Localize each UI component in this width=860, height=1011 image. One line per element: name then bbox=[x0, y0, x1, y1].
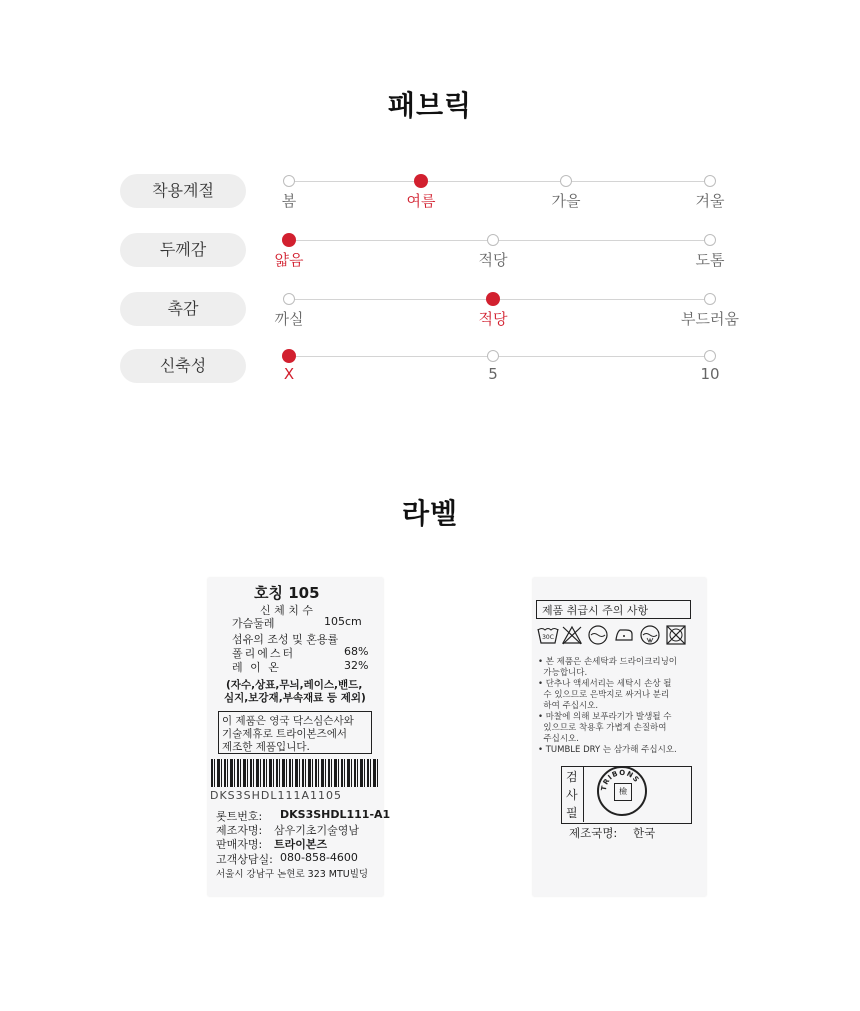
scale-dot bbox=[704, 234, 716, 246]
barcode-number: DKS3SHDL111A1105 bbox=[210, 789, 343, 802]
scale-option-selected: X bbox=[283, 365, 295, 383]
seal-center: 檢 bbox=[614, 783, 632, 801]
address: 서울시 강남구 논현로 323 MTU빌딩 bbox=[216, 869, 369, 880]
fabric-section-title: 패브릭 bbox=[387, 89, 473, 122]
lot-number-value: DKS3SHDL111-A1 bbox=[280, 808, 391, 821]
scale-option-selected: 여름 bbox=[406, 192, 436, 210]
chest-label: 가슴둘레 bbox=[232, 617, 275, 630]
scale-track bbox=[289, 356, 710, 357]
fabric-attribute-label: 신축성 bbox=[120, 349, 246, 383]
license-line-2: 기술제휴로 트라이본즈에서 bbox=[222, 728, 348, 740]
exclusion-line-1: (자수,상표,무늬,레이스,밴드, bbox=[226, 679, 363, 691]
care-note-line: 수 있으므로 은박지로 싸거나 분리 bbox=[538, 690, 670, 700]
inspection-char-3: 필 bbox=[566, 806, 578, 820]
scale-dot bbox=[283, 293, 295, 305]
inspection-char-2: 사 bbox=[566, 788, 578, 802]
inspection-seal bbox=[597, 766, 647, 816]
customer-service-label: 고객상담실: bbox=[216, 853, 273, 866]
care-note-line: 있으므로 착용후 가볍게 손질하여 bbox=[538, 723, 667, 733]
scale-track bbox=[289, 240, 710, 241]
license-box bbox=[218, 711, 372, 754]
svg-text:TRIBONS: TRIBONS bbox=[599, 768, 641, 792]
dry-clean-w-icon bbox=[639, 624, 661, 646]
care-note-line: • 단추나 액세서리는 세탁시 손상 될 bbox=[538, 679, 672, 689]
care-note-line: 주십시오. bbox=[538, 734, 579, 744]
scale-dot-selected bbox=[486, 292, 500, 306]
fiber1-name: 폴리에스터 bbox=[232, 647, 296, 660]
fabric-attribute-label: 촉감 bbox=[120, 292, 246, 326]
inspection-column bbox=[561, 766, 584, 822]
exclusion-line-2: 심지,보강재,부속재료 등 제외) bbox=[224, 692, 366, 704]
no-tumble-dry-icon bbox=[665, 624, 687, 646]
care-heading: 제품 취급시 주의 사항 bbox=[542, 604, 649, 617]
scale-dot bbox=[560, 175, 572, 187]
care-note-line: • TUMBLE DRY 는 삼가해 주십시오. bbox=[538, 745, 677, 755]
chest-value: 105cm bbox=[324, 615, 362, 628]
scale-option: 겨울 bbox=[695, 192, 725, 210]
fiber1-percent: 68% bbox=[344, 645, 369, 658]
barcode bbox=[211, 759, 380, 787]
fabric-row bbox=[0, 233, 860, 293]
maker-value: 삼우기초기술영남 bbox=[274, 824, 360, 837]
scale-option: 까실 bbox=[274, 310, 304, 328]
care-note-line: • 본 제품은 손세탁과 드라이크리닝이 bbox=[538, 657, 677, 667]
maker-label: 제조자명: bbox=[216, 824, 263, 837]
fiber2-name: 레 이 온 bbox=[232, 661, 281, 674]
size-composition-label-photo bbox=[208, 578, 391, 896]
care-note-line: 하여 주십시오. bbox=[538, 701, 599, 711]
fabric-row bbox=[0, 174, 860, 234]
license-line-3: 제조한 제품입니다. bbox=[222, 741, 310, 753]
customer-service-value: 080-858-4600 bbox=[280, 851, 358, 864]
scale-option-selected: 얇음 bbox=[274, 251, 304, 269]
care-note-line: • 마찰에 의해 보푸라기가 발생될 수 bbox=[538, 712, 672, 722]
size-text: 호칭 105 bbox=[254, 584, 320, 602]
inspection-char-1: 검 bbox=[566, 770, 578, 784]
scale-dot bbox=[283, 175, 295, 187]
label-section-title: 라벨 bbox=[401, 497, 459, 530]
origin-value: 한국 bbox=[633, 826, 656, 840]
care-note-line: 가능합니다. bbox=[538, 668, 588, 678]
lot-number-label: 롯트번호: bbox=[216, 810, 263, 823]
scale-option: 가을 bbox=[551, 192, 581, 210]
fabric-composition-heading: 섬유의 조성 및 혼용률 bbox=[232, 633, 339, 646]
iron-icon bbox=[613, 624, 635, 646]
scale-option: 봄 bbox=[281, 192, 297, 210]
scale-dot-selected bbox=[282, 349, 296, 363]
scale-dot-selected bbox=[282, 233, 296, 247]
scale-dot bbox=[487, 350, 499, 362]
scale-option: 적당 bbox=[478, 251, 508, 269]
care-instructions-label-photo bbox=[533, 578, 706, 896]
scale-track bbox=[289, 181, 710, 182]
dry-clean-icon bbox=[587, 624, 609, 646]
scale-dot bbox=[487, 234, 499, 246]
care-heading-box bbox=[536, 600, 691, 619]
scale-dot-selected bbox=[414, 174, 428, 188]
scale-option-selected: 적당 bbox=[478, 310, 508, 328]
fabric-attribute-label: 착용계절 bbox=[120, 174, 246, 208]
scale-option: 10 bbox=[700, 365, 720, 383]
seller-label: 판매자명: bbox=[216, 838, 263, 851]
origin-label: 제조국명: bbox=[569, 826, 618, 840]
fabric-attribute-label: 두께감 bbox=[120, 233, 246, 267]
fabric-row bbox=[0, 349, 860, 409]
license-line-1: 이 제품은 영국 닥스심슨사와 bbox=[222, 715, 354, 727]
scale-option: 도톰 bbox=[695, 251, 725, 269]
seller-value: 트라이본즈 bbox=[274, 838, 328, 851]
svg-text:30C: 30C bbox=[542, 634, 554, 641]
fiber2-percent: 32% bbox=[344, 659, 369, 672]
fabric-row bbox=[0, 292, 860, 352]
scale-dot bbox=[704, 293, 716, 305]
scale-option: 부드러움 bbox=[681, 310, 739, 328]
scale-dot bbox=[704, 175, 716, 187]
scale-option: 5 bbox=[488, 365, 498, 383]
body-measure-heading: 신 체 치 수 bbox=[260, 604, 313, 617]
no-bleach-icon bbox=[561, 624, 583, 646]
scale-dot bbox=[704, 350, 716, 362]
wash-30c-icon bbox=[537, 624, 559, 646]
